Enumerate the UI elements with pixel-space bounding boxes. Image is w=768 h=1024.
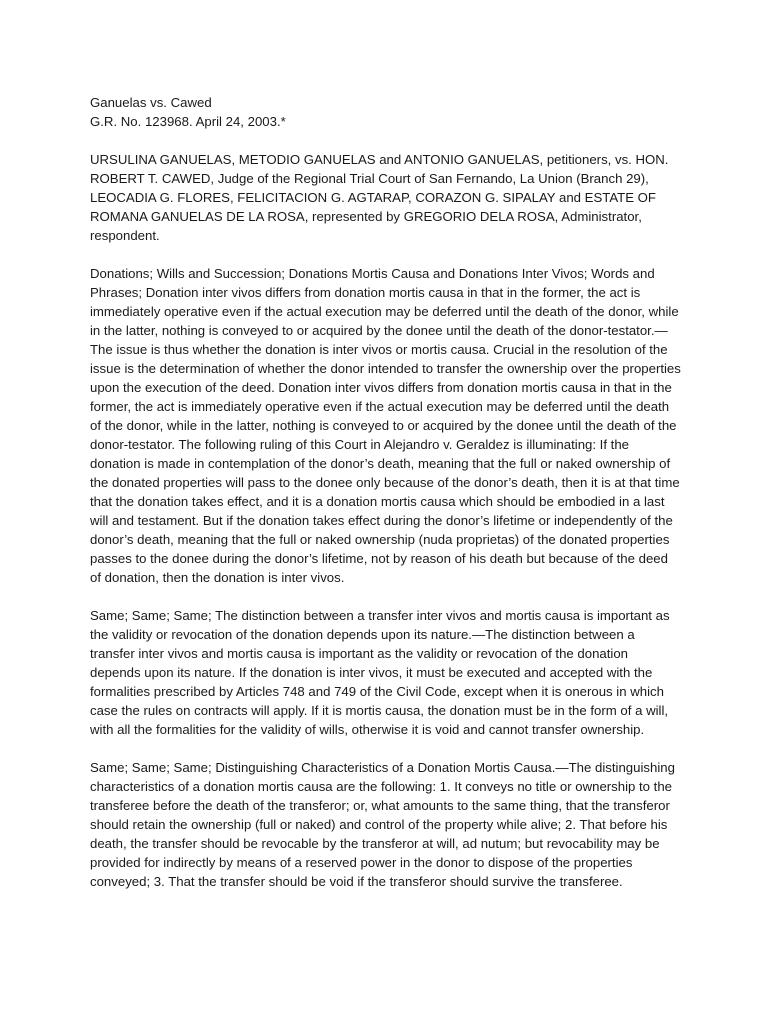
- document-page: [90, 93, 682, 910]
- case-header: [90, 93, 682, 131]
- syllabus-paragraph-2: Same; Same; Same; The distinction between a transfer inter vivos and mortis causa is important as the validity or revocation of the donation depends upon its nature.—The distinction between a transfer inter vivos and mortis causa is important as the validity or revocation of the donation depends upon its nature. If the donation is inter vivos, it must be executed and accepted with the formalities prescribed by Articles 748 and 749 of the Civil Code, except when it is onerous in which case the rules on contracts will apply. If it is mortis causa, the donation must be in the form of a will, with all the formalities for the validity of wills, otherwise it is void and cannot transfer ownership.: [90, 608, 670, 737]
- case-title: Ganuelas vs. Cawed: [90, 95, 212, 110]
- parties-paragraph: URSULINA GANUELAS, METODIO GANUELAS and ANTONIO GANUELAS, petitioners, vs. HON. ROBERT T. CAWED, Judge of the Regional Trial Court of San Fernando, La Union (Branch 29), LEOCADIA G. FLORES, FELICITACION G. AGTARAP, CORAZON G. SIPALAY and ESTATE OF ROMANA GANUELAS DE LA ROSA, represented by GREGORIO DELA ROSA, Administrator, respondent.: [90, 152, 669, 243]
- syllabus-paragraph-3: Same; Same; Same; Distinguishing Characteristics of a Donation Mortis Causa.—The distinguishing characteristics of a donation mortis causa are the following: 1. It conveys no title or ownership to the transferee before the death of the transferor; or, what amounts to the same thing, that the transferor should retain the ownership (full or naked) and control of the property while alive; 2. That before his death, the transfer should be revocable by the transferor at will, ad nutum; but revocability may be provided for indirectly by means of a reserved power in the donor to dispose of the properties conveyed; 3. That the transfer should be void if the transferor should survive the transferee.: [90, 760, 675, 889]
- syllabus-paragraph-1: Donations; Wills and Succession; Donations Mortis Causa and Donations Inter Vivos; Words and Phrases; Donation inter vivos differs from donation mortis causa in that in the former, the act is immediately operative even if the actual execution may be deferred until the death of the donor, while in the latter, nothing is conveyed to or acquired by the donee until the death of the donor-testator.—The issue is thus whether the donation is inter vivos or mortis causa. Crucial in the resolution of the issue is the determination of whether the donor intended to transfer the ownership over the properties upon the execution of the deed. Donation inter vivos differs from donation mortis causa in that in the former, the act is immediately operative even if the actual execution may be deferred until the death of the donor, while in the latter, nothing is conveyed to or acquired by the donee until the death of the donor-testator. The following ruling of this Court in Alejandro v. Geraldez is illuminating: If the donation is made in contemplation of the donor’s death, meaning that the full or naked ownership of the donated properties will pass to the donee only because of the donor’s death, then it is at that time that the donation takes effect, and it is a donation mortis causa which should be embodied in a last will and testament. But if the donation takes effect during the donor’s lifetime or independently of the donor’s death, meaning that the full or naked ownership (nuda proprietas) of the donated properties passes to the donee during the donor’s lifetime, not by reason of his death but because of the deed of donation, then the donation is inter vivos.: [90, 266, 681, 585]
- case-citation: G.R. No. 123968. April 24, 2003.*: [90, 114, 286, 129]
